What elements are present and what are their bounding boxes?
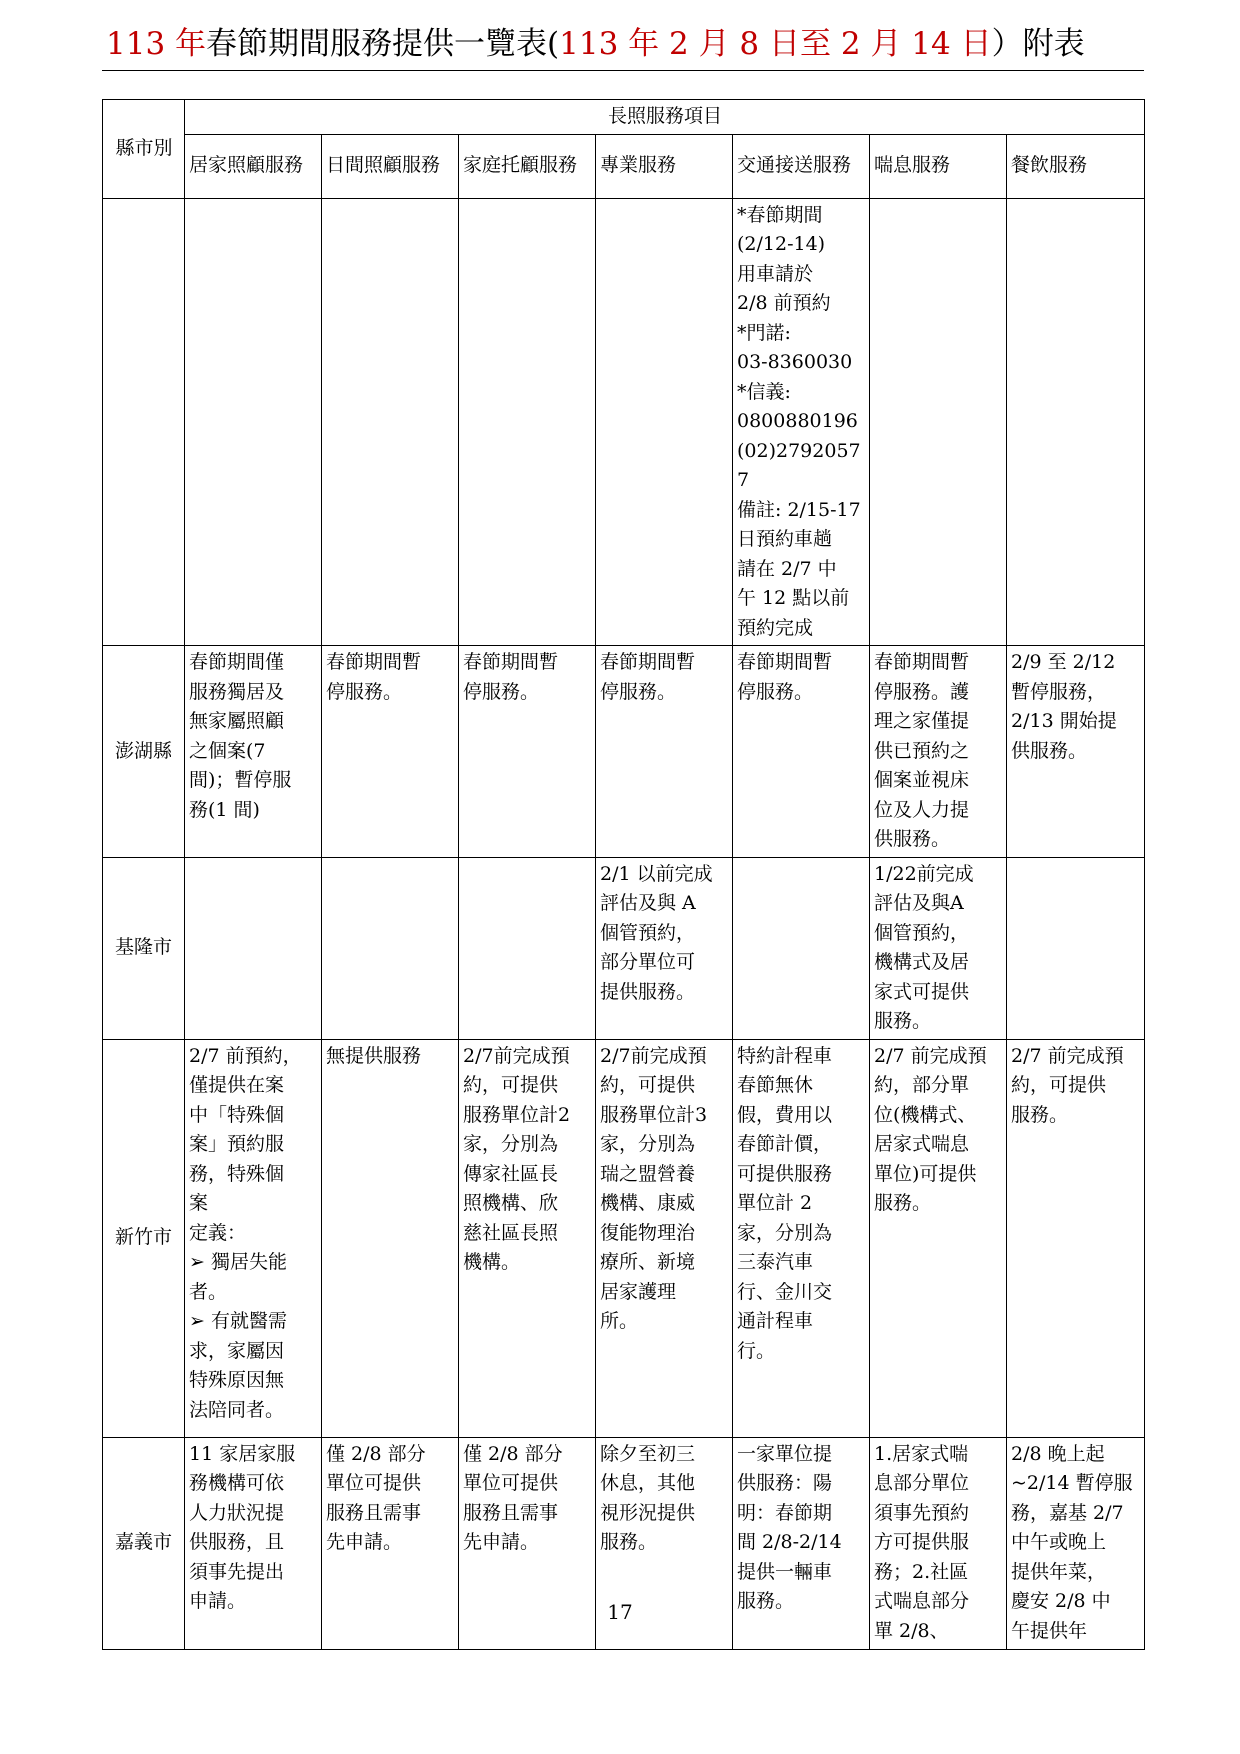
- cell-line: 服務且需事: [463, 1501, 559, 1524]
- cell-line: 法陪同者。: [189, 1398, 285, 1421]
- page-number: 17: [607, 1600, 633, 1624]
- cell-line: 居家式喘息: [874, 1133, 970, 1155]
- cell-line: 視形況提供: [600, 1501, 696, 1524]
- cell-line: 11 家居家服: [189, 1442, 296, 1465]
- cell-line: 定義：: [189, 1221, 247, 1244]
- cell-line: 先申請。: [463, 1531, 540, 1553]
- column-header-professional: 專業服務: [596, 134, 733, 198]
- city-cell: 澎湖縣: [103, 646, 185, 858]
- cell-line: 備註: 2/15-17: [737, 498, 861, 521]
- cell-line: 請在 2/7 中: [737, 557, 837, 580]
- title-date-range: 113 年 2 月 8 日至 2 月 14 日: [559, 26, 992, 62]
- column-header-family-care: 家庭托顧服務: [459, 134, 596, 198]
- cell-line: ➢ 獨居失能: [189, 1251, 287, 1273]
- city-cell: [103, 198, 185, 646]
- cell-respite: [870, 198, 1007, 646]
- cell-line: 一家單位提: [737, 1442, 833, 1465]
- cell-professional: [596, 1039, 733, 1437]
- cell-line: 單 2/8、: [874, 1619, 949, 1642]
- cell-line: *門諾:: [737, 321, 791, 344]
- cell-line: (2/12-14): [737, 233, 826, 255]
- cell-line: 位(機構式、: [874, 1103, 977, 1126]
- cell-line: 服務且需事: [326, 1501, 422, 1524]
- cell-line: 春節期間暫: [600, 651, 696, 673]
- cell-line: 申請。: [189, 1590, 247, 1612]
- cell-line: *春節期間: [737, 203, 823, 226]
- cell-line: ➢ 有就醫需: [189, 1310, 287, 1332]
- cell-line: 位及人力提: [874, 798, 970, 821]
- cell-line: 單位可提供: [463, 1472, 559, 1494]
- cell-line: 息部分單位: [874, 1472, 970, 1494]
- cell-home-care: [185, 198, 322, 646]
- cell-line: 務，特殊個: [189, 1162, 285, 1185]
- table-row: [103, 198, 1145, 646]
- cell-line: 1.居家式喘: [874, 1442, 969, 1465]
- cell-line: 供已預約之: [874, 739, 970, 762]
- cell-line: 供服務。: [874, 828, 951, 850]
- cell-line: 提供服務。: [600, 980, 696, 1003]
- corner-header: 縣市別: [103, 100, 185, 199]
- cell-professional: [596, 198, 733, 646]
- cell-respite: [870, 1039, 1007, 1437]
- city-cell: 新竹市: [103, 1039, 185, 1437]
- cell-line: 停服務。護: [874, 680, 970, 703]
- cell-line: 停服務。: [737, 680, 814, 703]
- cell-line: 單位)可提供: [874, 1162, 977, 1185]
- cell-line: 僅 2/8 部分: [463, 1442, 563, 1465]
- cell-day-care: [322, 1039, 459, 1437]
- cell-meals: [1007, 857, 1145, 1039]
- cell-line: 用車請於: [737, 262, 814, 285]
- cell-transport: [733, 857, 870, 1039]
- cell-line: *信義:: [737, 380, 791, 403]
- cell-line: 2/9 至 2/12: [1011, 651, 1116, 673]
- group-header: 長照服務項目: [185, 100, 1145, 135]
- title-underline: [102, 70, 1144, 71]
- cell-line: 服務。: [600, 1531, 658, 1553]
- cell-line: 間)；暫停服: [189, 769, 292, 791]
- cell-home-care: [185, 857, 322, 1039]
- cell-line: 中午或晚上: [1011, 1531, 1107, 1553]
- column-header-transport: 交通接送服務: [733, 134, 870, 198]
- cell-line: 可提供服務: [737, 1162, 833, 1185]
- cell-line: 務，嘉基 2/7: [1011, 1501, 1124, 1524]
- cell-line: 假，費用以: [737, 1103, 833, 1126]
- cell-line: 慈社區長照: [463, 1221, 559, 1244]
- cell-line: 務；2.社區: [874, 1560, 969, 1583]
- cell-line: 春節期間僅: [189, 651, 285, 673]
- cell-line: 方可提供服: [874, 1531, 970, 1553]
- cell-line: 日預約車趟: [737, 528, 833, 550]
- cell-line: 春節期間暫: [326, 651, 422, 673]
- cell-line: 服務單位計2: [463, 1103, 571, 1126]
- table-row: [103, 646, 1145, 858]
- table-row: [103, 1039, 1145, 1437]
- cell-line: 服務。: [874, 1192, 932, 1214]
- column-header-meals: 餐飲服務: [1007, 134, 1145, 198]
- cell-line: 三泰汽車: [737, 1251, 814, 1273]
- cell-line: 家，分別為: [737, 1221, 833, 1244]
- cell-line: 案: [189, 1192, 209, 1214]
- cell-transport: [733, 1039, 870, 1437]
- cell-transport: [733, 646, 870, 858]
- cell-line: 行。: [737, 1339, 776, 1362]
- cell-family-care: [459, 1039, 596, 1437]
- cell-line: 間 2/8-2/14: [737, 1531, 842, 1553]
- cell-line: 春節無休: [737, 1074, 814, 1096]
- cell-line: 照機構、欣: [463, 1192, 559, 1214]
- cell-line: 03-8360030: [737, 351, 853, 373]
- cell-line: 機構式及居: [874, 951, 970, 973]
- cell-line: 瑞之盟營養: [600, 1162, 696, 1185]
- cell-transport: [733, 198, 870, 646]
- cell-line: 無家屬照顧: [189, 710, 285, 732]
- column-header-day-care: 日間照顧服務: [322, 134, 459, 198]
- cell-line: 休息，其他: [600, 1472, 696, 1494]
- cell-line: 停服務。: [463, 680, 540, 703]
- document-title: [106, 20, 1146, 68]
- cell-day-care: [322, 857, 459, 1039]
- cell-line: 暫停服務，: [1011, 680, 1107, 703]
- cell-family-care: [459, 646, 596, 858]
- cell-professional: [596, 646, 733, 858]
- cell-line: 供服務。: [1011, 739, 1088, 762]
- cell-line: 0800880196: [737, 410, 858, 432]
- cell-line: 春節期間暫: [874, 651, 970, 673]
- cell-line: 服務。: [1011, 1103, 1069, 1126]
- cell-line: 服務。: [874, 1010, 932, 1032]
- cell-line: 無提供服務: [326, 1044, 422, 1067]
- cell-line: 2/8 晚上起: [1011, 1442, 1105, 1465]
- cell-home-care: [185, 1039, 322, 1437]
- cell-line: (02)27920577: [737, 439, 861, 491]
- cell-line: 先申請。: [326, 1531, 403, 1553]
- cell-line: 2/7 前預約，: [189, 1044, 302, 1067]
- cell-line: 人力狀況提: [189, 1501, 285, 1524]
- cell-line: 所。: [600, 1310, 639, 1332]
- title-suffix: ）附表: [991, 26, 1085, 62]
- cell-line: 慶安 2/8 中: [1011, 1590, 1111, 1612]
- cell-line: 2/8 前預約: [737, 292, 831, 314]
- cell-line: 預約完成: [737, 616, 814, 639]
- cell-line: 理之家僅提: [874, 710, 970, 732]
- cell-line: 午 12 點以前: [737, 587, 850, 609]
- cell-line: 部分單位可: [600, 951, 696, 973]
- cell-line: 求，家屬因: [189, 1339, 285, 1362]
- cell-line: 中「特殊個: [189, 1103, 285, 1126]
- table-row: [103, 857, 1145, 1039]
- cell-line: 春節計價，: [737, 1133, 833, 1155]
- cell-line: 服務。: [737, 1590, 795, 1612]
- city-cell: 基隆市: [103, 857, 185, 1039]
- cell-line: 明：春節期: [737, 1501, 833, 1524]
- cell-line: 個管預約，: [874, 921, 970, 944]
- cell-respite: [870, 646, 1007, 858]
- cell-day-care: [322, 198, 459, 646]
- cell-line: 2/1 以前完成: [600, 862, 713, 885]
- cell-line: 傳家社區長: [463, 1162, 559, 1185]
- cell-meals: [1007, 198, 1145, 646]
- cell-line: 約，可提供: [1011, 1074, 1107, 1096]
- column-header-home-care: 居家照顧服務: [185, 134, 322, 198]
- cell-line: 提供年菜，: [1011, 1560, 1107, 1583]
- cell-professional: [596, 857, 733, 1039]
- cell-line: 服務獨居及: [189, 680, 285, 703]
- cell-line: 供服務：陽: [737, 1472, 833, 1494]
- cell-line: 之個案(7: [189, 739, 266, 762]
- cell-line: 午提供年: [1011, 1619, 1088, 1642]
- cell-line: 除夕至初三: [600, 1442, 696, 1465]
- cell-line: 春節期間暫: [737, 651, 833, 673]
- cell-line: 家式可提供: [874, 980, 970, 1003]
- cell-line: 停服務。: [326, 680, 403, 703]
- cell-line: 居家護理: [600, 1280, 677, 1303]
- cell-home-care: [185, 646, 322, 858]
- cell-line: 停服務。: [600, 680, 677, 703]
- cell-line: 約，部分單: [874, 1074, 970, 1096]
- cell-line: 個案並視床: [874, 769, 970, 791]
- cell-line: 僅提供在案: [189, 1074, 285, 1096]
- cell-line: 家，分別為: [600, 1133, 696, 1155]
- cell-line: 2/7前完成預: [600, 1044, 707, 1067]
- cell-line: 單位可提供: [326, 1472, 422, 1494]
- column-header-respite: 喘息服務: [870, 134, 1007, 198]
- cell-line: 約，可提供: [600, 1074, 696, 1096]
- cell-line: 2/7前完成預: [463, 1044, 570, 1067]
- cell-line: 特殊原因無: [189, 1369, 285, 1391]
- title-year: 113 年: [106, 26, 207, 62]
- cell-line: 者。: [189, 1280, 228, 1303]
- cell-line: 春節期間暫: [463, 651, 559, 673]
- cell-meals: [1007, 646, 1145, 858]
- cell-line: 行、金川交: [737, 1280, 833, 1303]
- cell-line: 須事先提出: [189, 1560, 285, 1583]
- cell-line: 療所、新境: [600, 1251, 696, 1273]
- cell-family-care: [459, 857, 596, 1039]
- city-cell: 嘉義市: [103, 1437, 185, 1649]
- cell-line: 機構、康威: [600, 1192, 696, 1214]
- cell-line: 須事先預約: [874, 1501, 970, 1524]
- cell-line: 服務單位計3: [600, 1103, 708, 1126]
- cell-line: 家，分別為: [463, 1133, 559, 1155]
- cell-line: 特約計程車: [737, 1044, 833, 1067]
- cell-line: 僅 2/8 部分: [326, 1442, 426, 1465]
- cell-line: 提供一輛車: [737, 1560, 833, 1583]
- cell-line: 復能物理治: [600, 1221, 696, 1244]
- cell-line: 2/7 前完成預: [1011, 1044, 1124, 1067]
- title-main: 春節期間服務提供一覽表(: [206, 26, 560, 62]
- cell-line: 務機構可依: [189, 1472, 285, 1494]
- cell-line: 供服務，且: [189, 1531, 285, 1553]
- cell-line: 式喘息部分: [874, 1590, 970, 1612]
- cell-line: 評估及與A: [874, 892, 964, 914]
- cell-line: 約，可提供: [463, 1074, 559, 1096]
- cell-line: ~2/14 暫停服: [1011, 1472, 1133, 1494]
- cell-line: 案」預約服: [189, 1133, 285, 1155]
- cell-line: 通計程車: [737, 1310, 814, 1332]
- cell-respite: [870, 857, 1007, 1039]
- cell-day-care: [322, 646, 459, 858]
- cell-line: 1/22前完成: [874, 862, 974, 885]
- service-table: [102, 99, 1145, 1650]
- cell-family-care: [459, 198, 596, 646]
- cell-line: 評估及與 A: [600, 892, 696, 914]
- cell-line: 個管預約，: [600, 921, 696, 944]
- cell-line: 機構。: [463, 1251, 521, 1273]
- cell-line: 務(1 間): [189, 798, 260, 821]
- cell-meals: [1007, 1039, 1145, 1437]
- cell-line: 單位計 2: [737, 1192, 813, 1214]
- cell-line: 2/13 開始提: [1011, 710, 1117, 732]
- cell-line: 2/7 前完成預: [874, 1044, 987, 1067]
